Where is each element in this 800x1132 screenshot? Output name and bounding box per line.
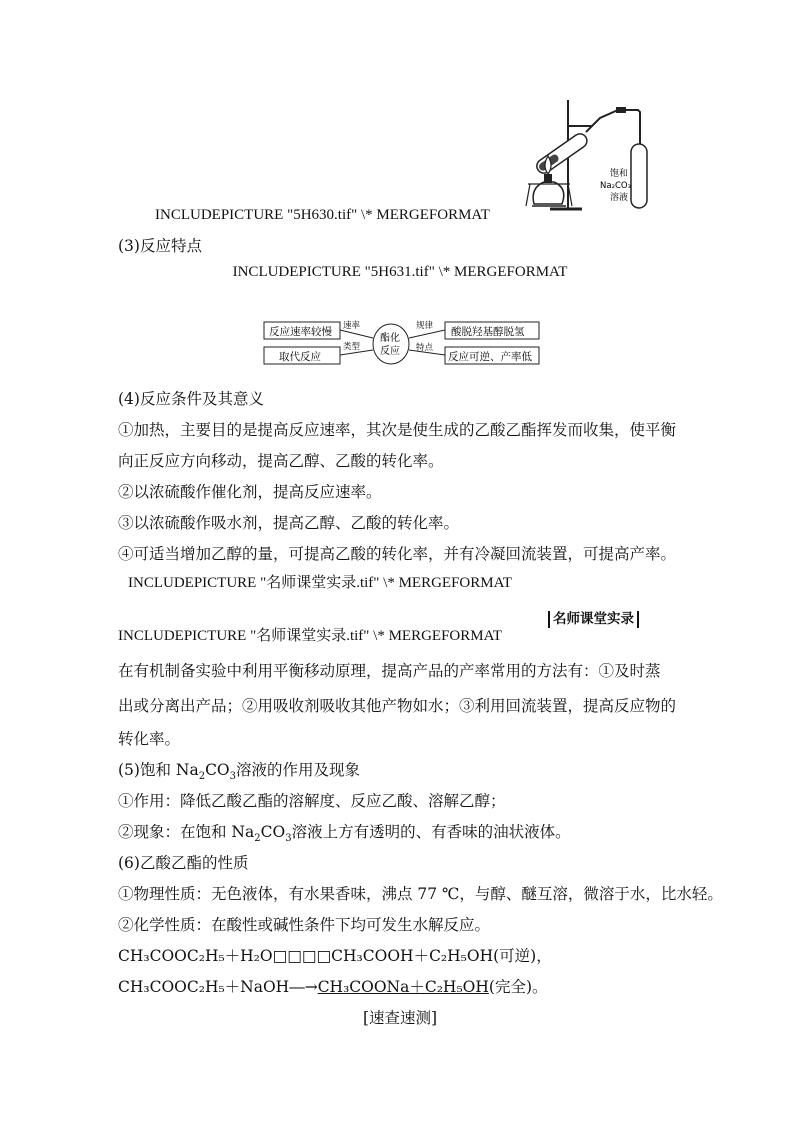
p52-part-b: CO xyxy=(260,823,286,841)
center-esterification-2: 反应 xyxy=(380,346,400,357)
eq2-products: CH₃COONa＋C₂H₅OH xyxy=(317,978,489,996)
apparatus-label-3: 溶液 xyxy=(610,193,629,203)
eq2-part-b: (完全)。 xyxy=(488,978,548,996)
heading-reaction-features: (3)反应特点 xyxy=(118,237,202,255)
label-rate: 速率 xyxy=(343,321,361,331)
paragraph-phenomenon xyxy=(118,822,571,849)
p52-part-a: ②现象：在饱和 Na xyxy=(118,823,255,841)
heading-na2co3 xyxy=(118,760,360,787)
apparatus-label-2: Na₂CO₃ xyxy=(600,181,632,191)
quick-check-heading: [速查速测] xyxy=(362,1009,438,1027)
esterification-apparatus-figure xyxy=(520,96,670,216)
include-field-1: INCLUDEPICTURE "5H630.tif" \* MERGEFORMAT xyxy=(155,207,490,223)
paragraph-heating-1: ①加热，主要目的是提高反应速率，其次是使生成的乙酸乙酯挥发而收集，使平衡 xyxy=(118,421,677,439)
center-esterification-1: 酯化 xyxy=(380,333,400,344)
box-acid-alcohol-rule: 酸脱羟基醇脱氢 xyxy=(451,326,525,338)
apparatus-label-1: 饱和 xyxy=(610,169,629,179)
paragraph-dehydrating: ③以浓硫酸作吸水剂，提高乙醇、乙酸的转化率。 xyxy=(118,514,460,532)
label-feature: 特点 xyxy=(416,343,434,353)
p52-sub-1: 2 xyxy=(254,833,261,845)
paragraph-function: ①作用：降低乙酸乙酯的溶解度、反应乙酸、溶解乙醇； xyxy=(118,792,506,810)
note-line-3: 转化率。 xyxy=(118,730,181,748)
eq2-part-a: CH₃COOC₂H₅＋NaOH―→ xyxy=(118,978,318,996)
note-line-1: 在有机制备实验中利用平衡移动原理，提高产品的产率常用的方法有：①及时蒸 xyxy=(118,662,661,680)
paragraph-physical: ①物理性质：无色液体，有水果香味，沸点 77 ℃，与醇、醚互溶，微溶于水，比水轻。 xyxy=(118,885,723,903)
label-rule: 规律 xyxy=(416,321,434,331)
include-field-2: INCLUDEPICTURE "5H631.tif" \* MERGEFORMAT xyxy=(232,264,568,280)
p52-sub-2: 3 xyxy=(285,833,292,845)
equation-hydrolysis-acid: CH₃COOC₂H₅＋H₂O□□□□CH₃COOH＋C₂H₅OH(可逆)， xyxy=(118,947,552,965)
paragraph-excess-ethanol: ④可适当增加乙醇的量，可提高乙酸的转化率，并有冷凝回流装置，可提高产率。 xyxy=(118,545,677,563)
heading-ester-properties: (6)乙酸乙酯的性质 xyxy=(118,854,249,872)
heading-conditions: (4)反应条件及其意义 xyxy=(118,390,264,408)
paragraph-catalyst: ②以浓硫酸作催化剂，提高反应速率。 xyxy=(118,483,382,501)
include-field-3: INCLUDEPICTURE "名师课堂实录.tif" \* MERGEFORMAT xyxy=(128,575,512,591)
h5-sub-2: 3 xyxy=(229,771,237,783)
reaction-features-diagram xyxy=(263,320,541,372)
label-type: 类型 xyxy=(343,342,361,352)
note-line-2: 出或分离出产品；②用吸收剂吸收其他产物如水；③利用回流装置，提高反应物的 xyxy=(118,697,677,715)
h5-part-a: (5)饱和 Na xyxy=(118,761,199,779)
box-reversible-low-yield: 反应可逆、产率低 xyxy=(448,351,532,363)
box-substitution: 取代反应 xyxy=(279,351,321,363)
paragraph-heating-2: 向正反应方向移动，提高乙醇、乙酸的转化率。 xyxy=(118,452,444,470)
h5-part-b: CO xyxy=(205,761,230,779)
p52-part-c: 溶液上方有透明的、有香味的油状液体。 xyxy=(291,823,571,841)
box-rate-slow: 反应速率较慢 xyxy=(269,326,332,338)
equation-hydrolysis-base xyxy=(118,977,548,997)
h5-part-c: 溶液的作用及现象 xyxy=(236,761,361,779)
include-field-4: INCLUDEPICTURE "名师课堂实录.tif" \* MERGEFORMAT xyxy=(118,628,502,644)
h5-sub-1: 2 xyxy=(198,771,206,783)
paragraph-chemical: ②化学性质：在酸性或碱性条件下均可发生水解反应。 xyxy=(118,916,491,934)
teacher-notes-tag: 名师课堂实录 xyxy=(548,611,639,628)
